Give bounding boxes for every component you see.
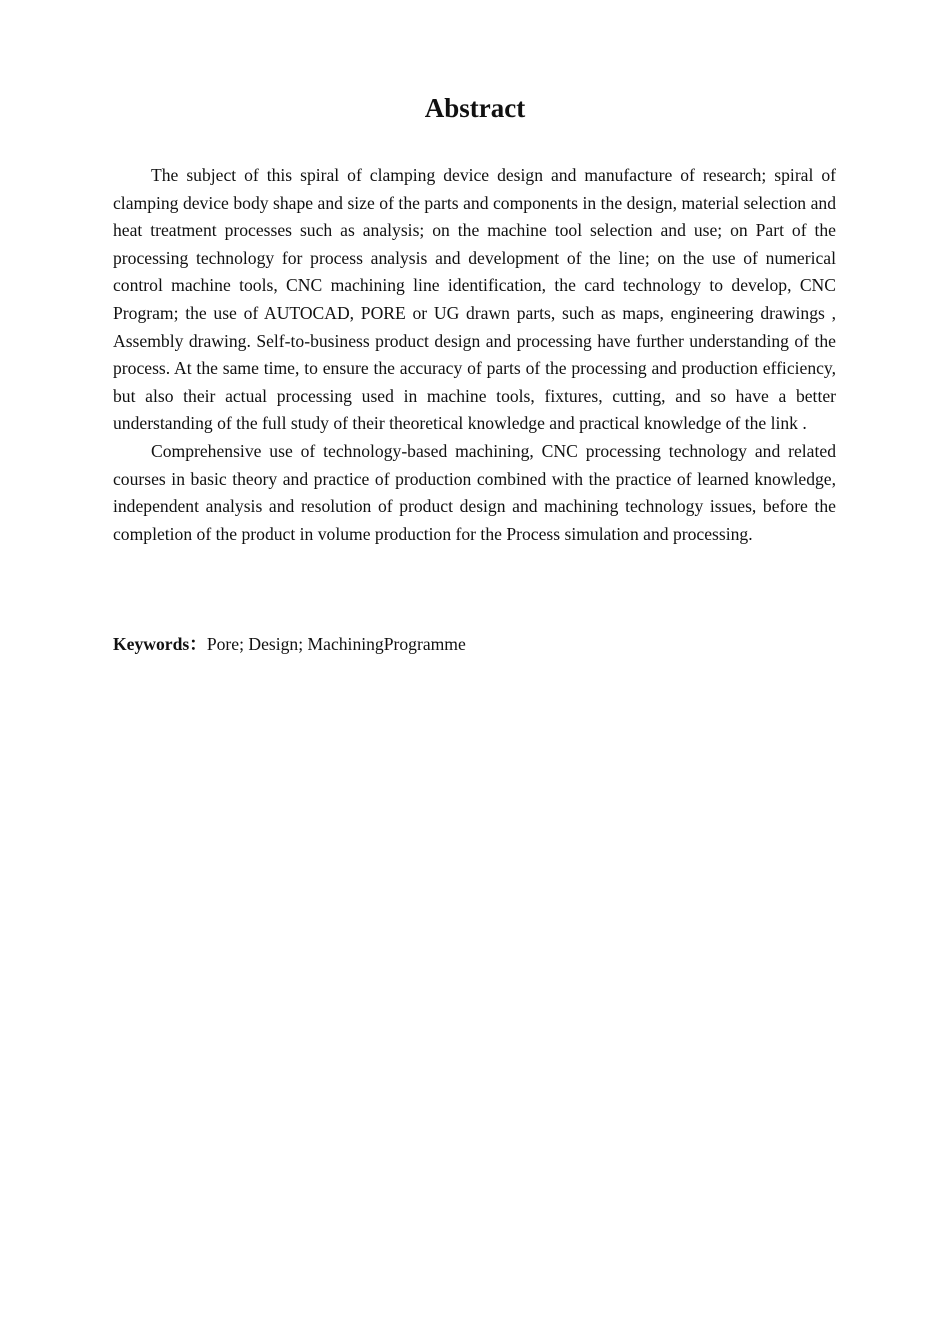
abstract-body <box>113 162 836 548</box>
abstract-paragraph-2: Comprehensive use of technology-based machining, CNC processing technology and related courses in basic theory and practice of production combined with the practice of learned knowledge, independent analysis and resolution of product design and machining technology issues, before the completion of the product in volume production for the Process simulation and processing. <box>113 440 836 544</box>
abstract-title: Abstract <box>424 93 526 123</box>
keywords-line <box>113 631 836 659</box>
keywords-value: Pore; Design; MachiningProgramme <box>206 634 466 654</box>
keywords-label: Keywords： <box>113 634 207 654</box>
abstract-paragraph-1: The subject of this spiral of clamping device design and manufacture of research; spiral of clamping device body shape and size of the parts and components in the design, material selection and heat treatment processes such as analysis; on the machine tool selection and use; on Part of the processing technology for process analysis and development of the line; on the use of numerical control machine tools, CNC machining line identification, the card technology to develop, CNC Program; the use of AUTOCAD, PORE or UG drawn parts, such as maps, engineering drawings , Assembly drawing. Self-to-business product design and processing have further understanding of the process. At the same time, to ensure the accuracy of parts of the processing and production efficiency, but also their actual processing used in machine tools, fixtures, cutting, and so have a better understanding of the full study of their theoretical knowledge and practical knowledge of the link . <box>113 165 836 434</box>
